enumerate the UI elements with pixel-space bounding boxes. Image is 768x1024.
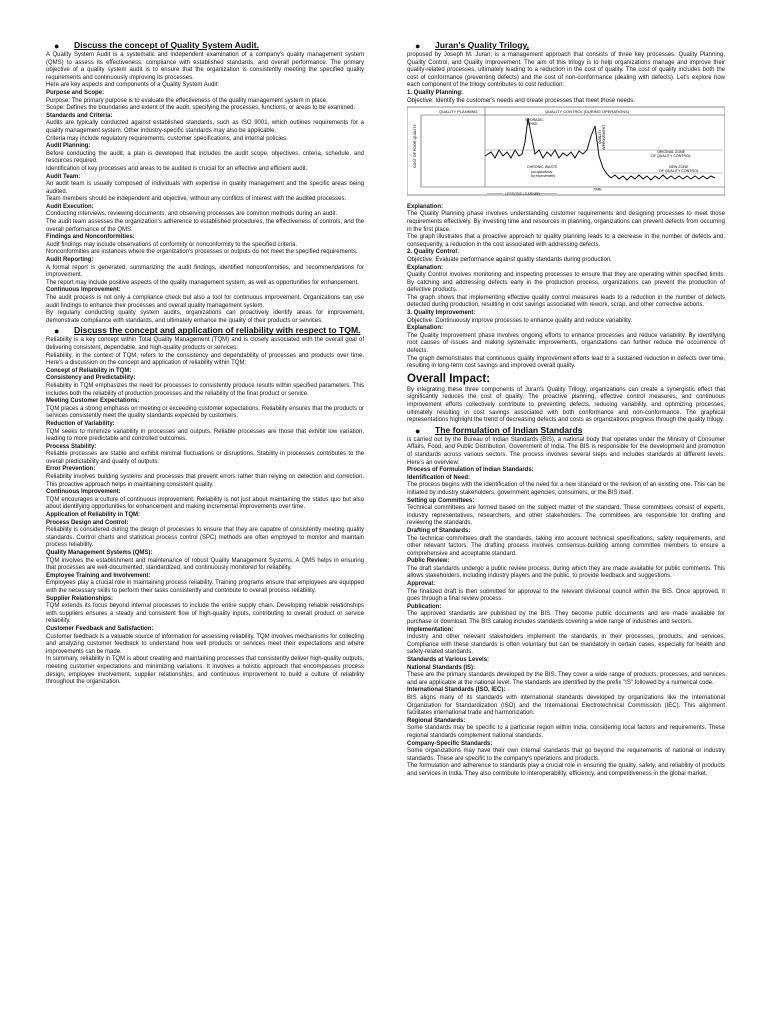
subheading: Audit Execution:: [46, 203, 94, 210]
paragraph: Nonconformities are instances where the organization's processes or outputs do not meet the specified requirements.: [46, 249, 358, 256]
cost-curve-new: [611, 175, 715, 180]
label-original-zone-2: OF QUALITY CONTROL: [651, 154, 691, 159]
paragraph: The graph demonstrates that continuous quality improvement efforts lead to a sustained reduction in defects over time, resulting in long-term cost savings and improved overall quality.: [407, 355, 725, 370]
paragraph: proposed by Joseph M. Juran, is a management approach that consists of three key processes: Quality Planning, Quality Control, and Quality Improvement. The aim of this trilogy is to help organizations manage and improve their quality-related processes, ultimately leading to a reduction in the cost of quality. The cost of quality includes both the cost of conformance (preventing defects) and the cost of non-conformance (dealing with defects). Let's explore how each component of the trilogy contributes to cost reduction:: [407, 52, 725, 89]
right-column: [407, 40, 725, 779]
label-time: TIME: [593, 187, 602, 192]
label-spike: SPIKE: [527, 122, 538, 127]
subheading: Regional Standards:: [407, 717, 466, 724]
subheading: Customer Feedback and Satisfaction:: [46, 625, 154, 632]
subheading: Process of Formulation of Indian Standards:: [407, 467, 534, 474]
section-heading: [407, 41, 725, 51]
subheading: Explanation:: [407, 325, 444, 332]
label-quality-planning: QUALITY PLANNING: [439, 109, 478, 115]
section-heading: [46, 326, 364, 336]
paragraph: The finalized draft is then submitted for approval to the relevant divisional council within the BIS. Once approved, it goes through a final review process.: [407, 588, 725, 603]
paragraph: BIS aligns many of its standards with international standards developed by organizations like the International Organization for Standardization (ISO) and the International Electrotechnical Commission (IEC). This alignment facilitates international trade and harmonization.: [407, 694, 725, 717]
paragraph: Employees play a crucial role in maintaining process reliability. Training programs ensure that employees are equipped with the necessary skills to perform their tasks consistently and contribute to overall process reliability.: [46, 580, 364, 594]
paragraph: These are the primary standards developed by the BIS. They cover a wide range of products, processes, and services and are applicable at the national level. The standards are identified by the prefix "IS" followed by a numerical code.: [407, 672, 725, 686]
subheading: Drafting of Standards:: [407, 527, 471, 534]
bullet-icon: ●: [54, 326, 60, 337]
label-new-zone-2: OF QUALITY CONTROL: [659, 169, 699, 174]
juran-intro: [407, 41, 725, 105]
paragraph: Reliability in TQM emphasizes the need for processes to consistently produce results within specified parameters. This includes both the reliability of production processes and the reliability of the final product or service.: [46, 382, 364, 397]
paragraph: TQM encourages a culture of continuous improvement. Reliability is not just about maintaining the status quo but also about identifying opportunities for enhancement and making incremental improvements over time.: [46, 496, 364, 511]
paragraph: Audit findings may include observations of conformity or nonconformity to the specified criteria.: [46, 241, 298, 248]
subheading: National Standards (IS):: [407, 664, 476, 671]
paragraph: The audit team assesses the organization's adherence to established procedures, the effectiveness of controls, and the overall performance of the QMS.: [46, 219, 364, 233]
paragraph: Customer feedback is a valuable source of information for assessing reliability. TQM involves mechanisms for collecting and analyzing customer feedback to understand how well products or services meet their expectations and where improvements can be made.: [46, 633, 364, 655]
subheading: Setting up Committees:: [407, 497, 475, 504]
subheading: Application of Reliability in TQM:: [46, 512, 140, 519]
paragraph: Quality Control involves monitoring and inspecting processes to ensure that they are operating within specified limits. By catching and addressing defects early in the production process, organizations can prevent the production of defective products.: [407, 272, 725, 294]
paragraph: Reliability is considered during the design of processes to ensure that they are capable of consistently meeting quality standards. Control charts and statistical process control (SPC) methods are often employed to monitor and maintain process reliability.: [46, 527, 364, 549]
paragraph: The graph illustrates that a proactive approach to quality planning leads to a decrease in the number of defects and, consequently, a reduction in the cost associated with addressing defects.: [407, 234, 725, 248]
label-quality: QUALITY: [598, 129, 602, 145]
paragraph: Here are key aspects and components of a Quality System Audit:: [46, 82, 220, 89]
subheading: Audit Planning:: [46, 143, 91, 150]
bullet-icon: ●: [415, 425, 421, 436]
paragraph: Reliability, in the context of TQM, refers to the consistency and dependability of processes and products over time. Here's a discussion on the concept and application of reliability within TQM:: [46, 352, 364, 367]
paragraph: Industry and other relevant stakeholders implement the standards in their processes, products, and services. Compliance with these standards is often voluntary but can be mandatory in certain cases, especially for health and safety-related standards.: [407, 634, 725, 656]
paragraph: The process begins with the identification of the need for a new standard or the revision of an existing one. This can be initiated by industry stakeholders, government agencies, consumers, or the BIS itself.: [407, 482, 725, 496]
paragraph: Objective: Evaluate performance against quality standards during production.: [407, 256, 612, 263]
paragraph: TQM seeks to minimize variability in processes and outputs. Reliable processes are those that exhibit low variation, leading to more predictable and controlled outcomes.: [46, 428, 364, 443]
paragraph: The draft standards undergo a public review process, during which they are made available for public comments. This allows stakeholders, including industry players and the public, to provide feedback and suggestions.: [407, 565, 725, 580]
paragraph: Audits are typically conducted against established standards, such as ISO 9001, which outlines requirements for a quality management system. Other industry-specific standards may also be applicable.: [46, 120, 364, 134]
subheading: Identification of Need:: [407, 474, 470, 481]
paragraph: Reliable processes are stable and exhibit minimal fluctuations or disruptions. Stability in processes contributes to the overall predictability and quality of outputs.: [46, 451, 364, 465]
label-for-improvement: for improvement): [531, 174, 556, 179]
subheading: Standards at Various Levels:: [407, 657, 490, 663]
paragraph: In summary, reliability in TQM is about creating and maintaining processes that consistently deliver high-quality outputs, meeting customer expectations and minimizing variations. It involves a holistic approach that encompasses process design, employee involvement, supplier relationships, and continuous improvement to build a culture of reliability throughout the organization.: [46, 656, 364, 686]
bullet-icon: ●: [54, 41, 60, 51]
label-chronic-waste: CHRONIC WASTE: [527, 165, 558, 170]
paragraph: A Quality System Audit is a systematic and independent examination of a company's quality management system (QMS) to assess its effectiveness, compliance with established standards, and overall performance. The primary objective of a quality system audit is to ensure that the organization is consistently meeting the specified quality requirements and continuously improving its processes.: [46, 52, 364, 81]
paragraph: The approved standards are published by the BIS. They become public documents and are made available for purchase or download. The BIS catalog includes standards covering a wide range of industries and sectors.: [407, 611, 725, 626]
section-title: Discuss the concept and application of reliability with respect to TQM.: [74, 325, 361, 336]
subheading: Purpose and Scope:: [46, 89, 105, 96]
juran-trilogy-diagram: [407, 106, 725, 198]
label-quality-control: QUALITY CONTROL (DURING OPERATIONS): [545, 109, 630, 115]
subheading: Meeting Customer Expectations:: [46, 398, 140, 405]
cost-curve-original: [485, 118, 595, 158]
label-improvement: IMPROVEMENT: [602, 124, 606, 151]
paragraph: Conducting interviews, reviewing documents, and observing processes are common methods during an audit.: [46, 211, 338, 218]
label-opportunity: (an opportunity: [531, 170, 553, 175]
paragraph: The Quality Improvement phase involves ongoing efforts to enhance processes and reduce variability. By identifying root causes of issues and making systematic improvements, organizations can further reduce the occurrence of defects.: [407, 332, 725, 355]
subheading: Error Prevention:: [46, 466, 96, 473]
subheading: Findings and Nonconformities:: [46, 234, 135, 241]
subheading: 1. Quality Planning:: [407, 89, 464, 96]
section-title: The formulation of Indian Standards: [435, 424, 583, 435]
paragraph: Reliability involves building systems and processes that prevent errors rather than relying on detection and correction. This proactive approach helps in maintaining consistent quality.: [46, 474, 364, 488]
subheading: Implementation:: [407, 626, 454, 633]
paragraph: Team members should be independent and objective, without any conflicts of interest with the audited processes.: [46, 196, 347, 203]
subheading: Publication:: [407, 603, 442, 610]
subheading: International Standards (ISO, IEC):: [407, 687, 506, 694]
paragraph: Criteria may include regulatory requirements, customer specifications, and internal policies.: [46, 135, 288, 142]
paragraph: A formal report is generated, summarizing the audit findings, identified nonconformities, and recommendations for improvement.: [46, 264, 364, 279]
subheading: Concept of Reliability in TQM:: [46, 367, 132, 374]
section-title: Discuss the concept of Quality System Audit.: [74, 40, 259, 50]
subheading: Public Review:: [407, 558, 450, 565]
paragraph: Some standards may be specific to a particular region within India, considering local factors and requirements. These regional standards complement national standards.: [407, 725, 725, 739]
subheading: Reduction of Variability:: [46, 420, 115, 427]
label-sporadic: SPORADIC: [525, 118, 544, 123]
large-heading: Overall Impact:: [407, 372, 491, 385]
subheading: Process Design and Control:: [46, 519, 129, 526]
paragraph: The formulation and adherence to standards play a crucial role in ensuring the quality, safety, and reliability of products and services in India. They also contribute to interoperability, efficiency, and competitiveness in the global market.: [407, 763, 725, 777]
subheading: 3. Quality Improvement:: [407, 310, 476, 317]
left-column: [46, 40, 364, 687]
paragraph: Reliability is a key concept within Total Quality Management (TQM) and is closely associated with the overall goal of delivering consistent, dependable, and high-quality products or services.: [46, 337, 364, 351]
subheading: Standards and Criteria:: [46, 112, 113, 119]
paragraph: Some organizations may have their own internal standards that go beyond the requirements of national or industry standards. These are specific to the company's operations and products.: [407, 748, 725, 762]
paragraph: The report may include positive aspects of the quality management system, as well as opportunities for enhancement.: [46, 279, 359, 286]
subheading: Explanation:: [407, 264, 444, 271]
paragraph: Scope: Defines the boundaries and extent of the audit, specifying the processes, functions, or areas to be examined.: [46, 105, 356, 112]
paragraph: The Quality Planning phase involves understanding customer requirements and designing processes to meet those requirements effectively. By investing time and resources in planning, organizations can prevent defects from occurring in the first place.: [407, 211, 725, 233]
paragraph: Technical committees are formed based on the subject matter of the standard. These committees consist of experts, industry representatives, researchers, and other stakeholders. The committees are responsible for drafting and reviewing the standards.: [407, 505, 725, 527]
paragraph: The graph shows that implementing effective quality control measures leads to a reduction in the number of defects detected during production, resulting in cost savings associated with rework, scrap, and other corrective actions.: [407, 294, 725, 309]
label-lessons-learned: LESSONS LEARNED: [505, 192, 540, 197]
subheading: Company-Specific Standards:: [407, 740, 493, 747]
paragraph: is carried out by the Bureau of Indian Standards (BIS), a national body that operates under the Ministry of Consumer Affairs, Food, and Public Distribution, Government of India. The BIS is responsible for the development and promotion of standards across various sectors. The process involves several steps and includes standards at different levels. Here's an overview:: [407, 436, 725, 466]
paragraph: Objective: Continuously improve processes to enhance quality and reduce variability.: [407, 317, 633, 324]
subheading: Explanation:: [407, 203, 444, 210]
paragraph: An audit team is usually composed of individuals with expertise in quality management and the specific areas being audited.: [46, 181, 364, 195]
subheading: Audit Reporting:: [46, 257, 94, 264]
subheading: Employee Training and Involvement:: [46, 572, 151, 579]
subheading: Continuous Improvement:: [46, 287, 121, 294]
subheading: 2. Quality Control:: [407, 249, 460, 256]
paragraph: The audit process is not only a compliance check but also a tool for continuous improvement. Organizations can use audit findings to enhance their processes and overall quality management system.: [46, 295, 364, 309]
paragraph: Before conducting the audit, a plan is developed that includes the audit scope, objectives, criteria, schedule, and resources required.: [46, 150, 364, 165]
section-title: Juran's Quality Trilogy,: [435, 40, 530, 50]
label-new-zone: NEW ZONE: [669, 165, 689, 170]
subheading: Approval:: [407, 581, 436, 588]
bullet-icon: ●: [415, 41, 421, 51]
paragraph: Purpose: The primary purpose is to evaluate the effectiveness of the quality management system in place.: [46, 97, 328, 104]
subheading: Audit Team:: [46, 173, 81, 180]
subheading: Supplier Relationships:: [46, 595, 114, 602]
juran-and-bis-text: [407, 204, 725, 779]
paragraph: The technical committees draft the standards, taking into account technical specifications, safety requirements, and other relevant factors. The drafting process involves consensus-building among committee members to ensure a comprehensive and acceptable standard.: [407, 535, 725, 557]
label-original-zone: ORIGINAL ZONE: [657, 150, 686, 155]
label-cost-of-poor-quality: COST OF POOR QUALITY: [413, 124, 417, 169]
paragraph: Identification of key processes and areas to be audited is crucial for an effective and efficient audit.: [46, 165, 308, 172]
paragraph: Objective: Identify the customer's needs and create processes that meet those needs.: [407, 97, 635, 104]
paragraph: TQM involves the establishment and maintenance of robust Quality Management Systems. A QMS helps in ensuring that processes are well-documented, standardized, and continuously monitored for reliability.: [46, 557, 364, 572]
paragraph: By regularly conducting quality system audits, organizations can proactively identify areas for improvement, demonstrate compliance with standards, and ultimately enhance the quality of their products or services.: [46, 310, 364, 324]
subheading: Continuous Improvement:: [46, 489, 121, 496]
paragraph: TQM places a strong emphasis on meeting or exceeding customer expectations. Reliability ensures that the products or services consistently meet the quality standards expected by customers.: [46, 405, 364, 420]
subheading: Quality Management Systems (QMS):: [46, 550, 153, 556]
section-heading: [46, 41, 364, 51]
subheading: Process Stability:: [46, 443, 97, 450]
section-heading: [407, 426, 725, 436]
paragraph: TQM extends its focus beyond internal processes to include the entire supply chain. Developing reliable relationships with suppliers ensures a steady and consistent flow of high-quality inputs, contributing to overall product or service reliability.: [46, 603, 364, 625]
subheading: Consistency and Predictability:: [46, 375, 136, 382]
paragraph: By integrating these three components of Juran's Quality Trilogy, organizations can create a synergistic effect that significantly reduces the cost of quality. The proactive planning, effective control measures, and continuous improvement efforts collectively contribute to preventing defects, reducing variability, and optimizing processes, ultimately resulting in cost savings associated with both conformance and non-conformance. The graphical representations highlight the trend of decreasing defects and costs as organizations progress through the quality trilogy.: [407, 386, 725, 424]
